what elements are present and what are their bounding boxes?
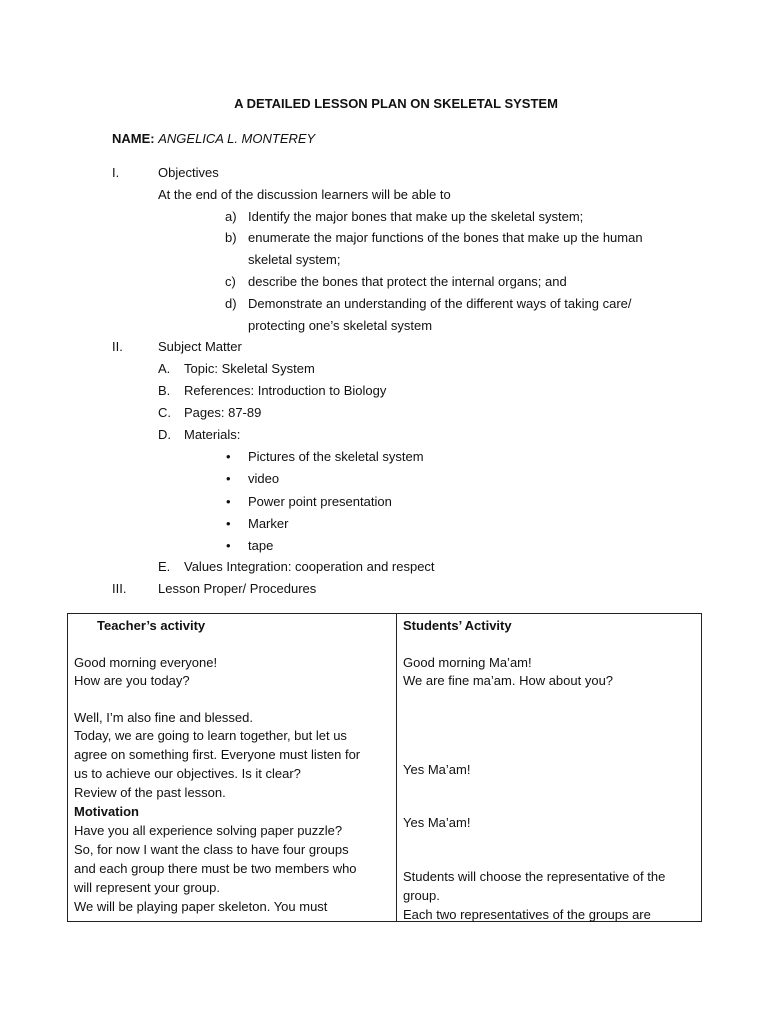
- teacher-line: How are you today?: [74, 673, 190, 688]
- material-item: Power point presentation: [248, 494, 392, 509]
- section-numeral-3: III.: [112, 581, 127, 596]
- teacher-line: us to achieve our objectives. Is it clear?: [74, 766, 301, 781]
- student-line: Students will choose the representative of the: [403, 869, 666, 884]
- student-line: group.: [403, 888, 440, 903]
- bullet-icon: •: [226, 494, 231, 509]
- student-line: Yes Ma’am!: [403, 815, 471, 830]
- subject-pages: Pages: 87-89: [184, 405, 262, 420]
- teacher-header: Teacher’s activity: [97, 618, 206, 633]
- material-item: Marker: [248, 516, 289, 531]
- objective-b-text-line1: enumerate the major functions of the bones that make up the human: [248, 230, 643, 245]
- section-numeral-2: II.: [112, 339, 123, 354]
- student-line: Good morning Ma’am!: [403, 655, 532, 670]
- subject-materials: Materials:: [184, 427, 241, 442]
- subject-marker-a: A.: [158, 361, 171, 376]
- name-label: NAME:: [112, 131, 155, 146]
- objective-marker-c: c): [225, 274, 236, 289]
- teacher-line: will represent your group.: [74, 880, 220, 895]
- section-heading-lesson-proper: Lesson Proper/ Procedures: [158, 581, 317, 596]
- teacher-line: We will be playing paper skeleton. You must: [74, 899, 328, 914]
- subject-topic: Topic: Skeletal System: [184, 361, 315, 376]
- student-line: We are fine ma’am. How about you?: [403, 673, 614, 688]
- motivation-heading: Motivation: [74, 804, 139, 819]
- document-title: A DETAILED LESSON PLAN ON SKELETAL SYSTEM: [234, 96, 558, 111]
- objective-d-text-line1: Demonstrate an understanding of the different ways of taking care/: [248, 296, 632, 311]
- subject-values-integration: Values Integration: cooperation and respect: [184, 559, 435, 574]
- bullet-icon: •: [226, 516, 231, 531]
- name-line: [112, 132, 315, 145]
- teacher-line: Review of the past lesson.: [74, 785, 226, 800]
- material-item: tape: [248, 538, 274, 553]
- subject-marker-c: C.: [158, 405, 171, 420]
- subject-marker-b: B.: [158, 383, 171, 398]
- teacher-line: Today, we are going to learn together, but let us: [74, 728, 347, 743]
- teacher-line: Have you all experience solving paper puzzle?: [74, 823, 343, 838]
- objective-c-text: describe the bones that protect the internal organs; and: [248, 274, 567, 289]
- subject-marker-d: D.: [158, 427, 171, 442]
- lesson-procedure-table: [67, 613, 702, 922]
- objectives-intro: At the end of the discussion learners will be able to: [158, 187, 451, 202]
- teacher-line: So, for now I want the class to have four groups: [74, 842, 349, 857]
- objective-marker-d: d): [225, 296, 237, 311]
- objective-a-text: Identify the major bones that make up the skeletal system;: [248, 209, 584, 224]
- objective-marker-a: a): [225, 209, 237, 224]
- teacher-line: Good morning everyone!: [74, 655, 218, 670]
- objective-marker-b: b): [225, 230, 237, 245]
- section-numeral-1: I.: [112, 165, 120, 180]
- material-item: Pictures of the skeletal system: [248, 449, 424, 464]
- material-item: video: [248, 471, 280, 486]
- bullet-icon: •: [226, 471, 231, 486]
- objective-d-text-line2: protecting one’s skeletal system: [248, 318, 433, 333]
- section-heading-objectives: Objectives: [158, 165, 219, 180]
- section-heading-subject-matter: Subject Matter: [158, 339, 242, 354]
- subject-marker-e: E.: [158, 559, 171, 574]
- teacher-line: and each group there must be two members who: [74, 861, 357, 876]
- subject-references: References: Introduction to Biology: [184, 383, 387, 398]
- teacher-line: Well, I’m also fine and blessed.: [74, 710, 253, 725]
- bullet-icon: •: [226, 538, 231, 553]
- teacher-column: [68, 614, 397, 922]
- student-header: Students’ Activity: [403, 618, 512, 633]
- student-line: Yes Ma’am!: [403, 762, 471, 777]
- student-column: [397, 614, 702, 922]
- bullet-icon: •: [226, 449, 231, 464]
- name-value: ANGELICA L. MONTEREY: [158, 131, 316, 146]
- objective-b-text-line2: skeletal system;: [248, 252, 341, 267]
- student-line: Each two representatives of the groups are: [403, 907, 651, 922]
- teacher-line: agree on something first. Everyone must listen for: [74, 747, 361, 762]
